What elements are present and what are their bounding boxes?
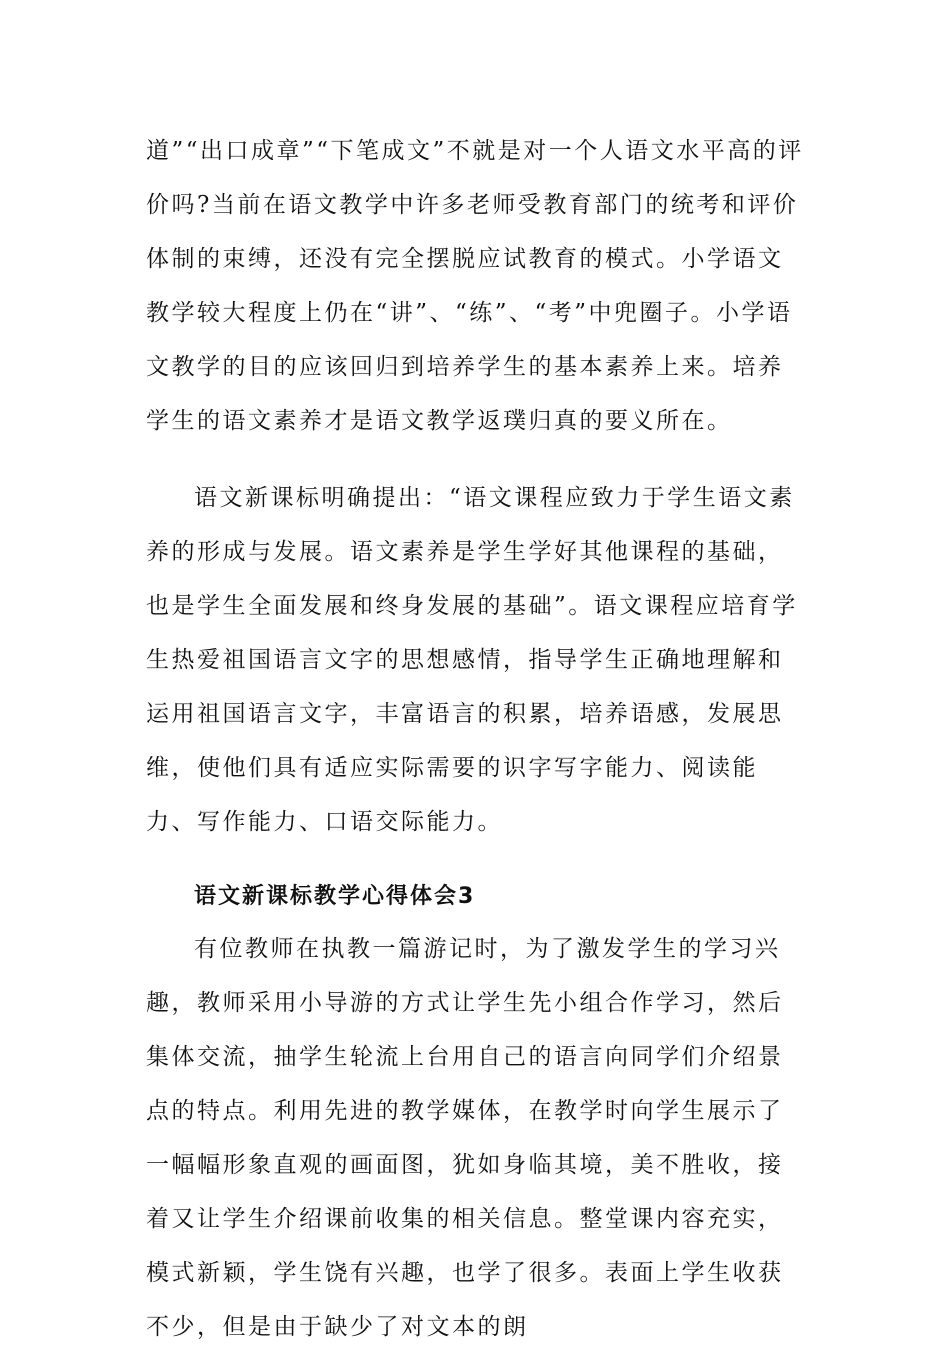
paragraph-continuation: 道”“出口成章”“下笔成文”不就是对一个人语文水平高的评价吗?当前在语文教学中许多老师受教育部门的统考和评价体制的束缚，还没有完全摆脱应试教育的模式。小学语文教学较大程度上仍在“讲”、“练”、“考”中兜圈子。小学语文教学的目的应该回归到培养学生的基本素养上来。培养学生的语文素养才是语文教学返璞归真的要义所在。 xyxy=(146,138,804,434)
document-body xyxy=(146,124,806,1354)
paragraph-curriculum-standard: 语文新课标明确提出：“语文课程应致力于学生语文素养的形成与发展。语文素养是学生学好其他课程的基础，也是学生全面发展和终身发展的基础”。语文课程应培育学生热爱祖国语言文字的思想感情，指导学生正确地理解和运用祖国语言文字，丰富语言的积累，培养语感，发展思维，使他们具有适应实际需要的识字写字能力、阅读能力、写作能力、口语交际能力。 xyxy=(146,485,798,835)
section-heading: 语文新课标教学心得体会3 xyxy=(194,884,476,909)
paragraph-teaching-example: 有位教师在执教一篇游记时，为了激发学生的学习兴趣，教师采用小导游的方式让学生先小组合作学习，然后集体交流，抽学生轮流上台用自己的语言向同学们介绍景点的特点。利用先进的教学媒体，在教学时向学生展示了一幅幅形象直观的画面图，犹如身临其境，美不胜收，接着又让学生介绍课前收集的相关信息。整堂课内容充实，模式新颖，学生饶有兴趣，也学了很多。表面上学生收获不少，但是由于缺少了对文本的朗 xyxy=(146,936,784,1340)
